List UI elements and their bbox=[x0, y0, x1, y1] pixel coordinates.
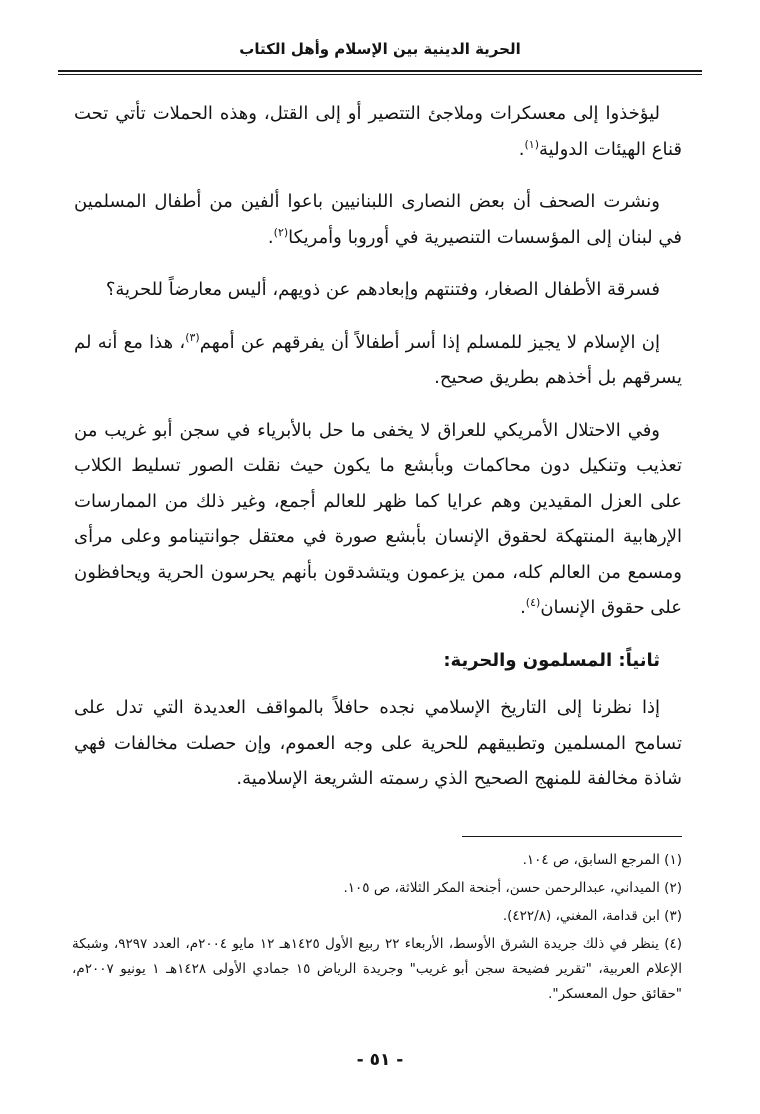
running-header: الحرية الدينية بين الإسلام وأهل الكتاب bbox=[239, 40, 521, 58]
header-rule bbox=[58, 70, 702, 72]
body-text bbox=[74, 96, 682, 814]
footnote-ref: (١) bbox=[524, 137, 540, 151]
paragraph-text: إن الإسلام لا يجيز للمسلم إذا أسر أطفالاً أن يفرقهم عن أمهم bbox=[199, 331, 661, 353]
footnote-2: (٢) الميداني، عبدالرحمن حسن، أجنحة المكر الثلاثة، ص ١٠٥. bbox=[343, 880, 682, 896]
paragraph-text: ونشرت الصحف أن بعض النصارى اللبنانيين باعوا ألفين من أطفال المسلمين في لبنان إلى المؤسسات التنصيرية في أوروبا وأمريكا bbox=[74, 191, 682, 248]
paragraph-3 bbox=[74, 272, 682, 308]
footnote-ref: (٤) bbox=[525, 596, 541, 609]
paragraph-2 bbox=[74, 184, 682, 255]
footnote-ref: (٢) bbox=[273, 225, 289, 239]
paragraph-4 bbox=[74, 325, 682, 396]
footnote-3: (٣) ابن قدامة، المغني، (٤٢٢/٨). bbox=[502, 908, 682, 924]
footnote-ref: (٣) bbox=[185, 330, 200, 344]
header-rule-thin bbox=[58, 74, 702, 75]
footnote-separator bbox=[462, 836, 682, 837]
footnote-4: (٤) ينظر في ذلك جريدة الشرق الأوسط، الأربعاء ٢٢ ربيع الأول ١٤٢٥هـ ١٢ مايو ٢٠٠٤م، العدد ٩٢٩٧، وشبكة الإعلام العربية، "تقرير فضيحة سجن أبو غريب" وجريدة الرياض ١٥ جمادي الأولى ١٤٢٨هـ ١ يونيو ٢٠٠٧م، "حقائق حول المعسكر". bbox=[72, 936, 683, 1002]
paragraph-text: وفي الاحتلال الأمريكي للعراق لا يخفى ما حل بالأبرياء في سجن أبو غريب من تعذيب وتنكيل دون محاكمات وبأبشع ما يكون حيث نقلت الصور تسليط الكلاب على العزل المقيدين وهم عرايا كما ظهر للعالم أجمع، وغير ذلك من الممارسات الإرهابية المنتهكة لحقوق الإنسان بأبشع صورة في معتقل جوانتينامو وعلى مرأى ومسمع من العالم كله، ممن يزعمون ويتشدقون بأنهم يحرسون الحرية ويحافظون على حقوق الإنسان bbox=[74, 419, 682, 618]
section-heading: ثانياً: المسلمون والحرية: bbox=[443, 649, 660, 671]
closing-paragraph: إذا نظرنا إلى التاريخ الإسلامي نجده حافلاً بالمواقف العديدة التي تدل على تسامح المسلمين وتطبيقهم للحرية على وجه العموم، وإن حصلت مخالفات فهي شاذة مخالفة للمنهج الصحيح الذي رسمته الشريعة الإسلامية. bbox=[74, 697, 682, 789]
footnote-1: (١) المرجع السابق، ص ١٠٤. bbox=[522, 852, 682, 868]
paragraph-tail: . bbox=[520, 597, 526, 618]
paragraph-tail: . bbox=[518, 138, 525, 160]
paragraph-tail: . bbox=[267, 226, 274, 248]
page-number: - ٥١ - bbox=[356, 1050, 404, 1070]
footnotes bbox=[72, 848, 682, 1010]
paragraph-text: فسرقة الأطفال الصغار، وفتنتهم وإبعادهم عن ذويهم، أليس معارضاً للحرية؟ bbox=[105, 279, 660, 300]
paragraph-5 bbox=[74, 413, 682, 626]
paragraph-text: ليؤخذوا إلى معسكرات وملاجئ التتصير أو إلى القتل، وهذه الحملات تأتي تحت قناع الهيئات الدولية bbox=[74, 103, 682, 160]
paragraph-1 bbox=[74, 96, 682, 167]
paragraph-tail: ، هذا مع أنه لم يسرقهم بل أخذهم بطريق صحيح. bbox=[74, 331, 682, 388]
